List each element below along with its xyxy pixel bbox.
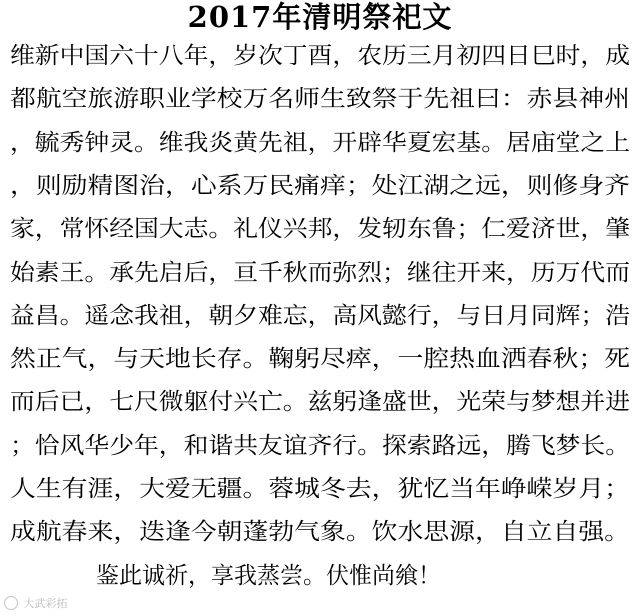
- text-line-12: 成航春来，迭逢今朝蓬勃气象。饮水思源，自立自强。: [10, 519, 631, 546]
- watermark: [4, 594, 68, 614]
- text-line-5: 家，常怀经国大志。礼仪兴邦，发轫东鲁；仁爱济世，肇: [10, 216, 631, 243]
- text-line-11: 人生有涯，大爱无疆。蓉城冬去，犹忆当年峥嵘岁月；: [10, 476, 631, 502]
- text-line-9: 而后已，七尺微躯付兴亡。兹躬逢盛世，光荣与梦想并进: [10, 389, 631, 416]
- text-line-6: 始素王。承先启后，亘千秋而弥烈；继往开来，历万代而: [10, 259, 631, 286]
- watermark-text: 大武彩拓: [23, 597, 68, 610]
- watermark-logo-icon: [4, 596, 18, 610]
- text-line-8: 然正气，与天地长存。鞠躬尽瘁，一腔热血洒春秋；死: [10, 346, 631, 373]
- text-line-10: ；恰风华少年，和谐共友谊齐行。探索路远，腾飞梦长。: [10, 432, 631, 459]
- text-line-4: ，则励精图治，心系万民痛痒；处江湖之远，则修身齐: [10, 172, 631, 199]
- text-line-3: ，毓秀钟灵。维我炎黄先祖，开辟华夏宏基。居庙堂之上: [10, 129, 631, 156]
- text-line-1: 维新中国六十八年，岁次丁酉，农历三月初四日巳时，成: [10, 43, 631, 69]
- document-title: 2017年清明祭祀文: [187, 0, 453, 34]
- text-line-7: 益昌。遥念我祖，朝夕难忘，高风懿行，与日月同辉；浩: [10, 302, 631, 329]
- text-line-13: 鉴此诚祈，享我蒸尝。伏惟尚飨！: [96, 562, 441, 589]
- text-line-2: 都航空旅游职业学校万名师生致祭于先祖曰：赤县神州: [10, 86, 631, 113]
